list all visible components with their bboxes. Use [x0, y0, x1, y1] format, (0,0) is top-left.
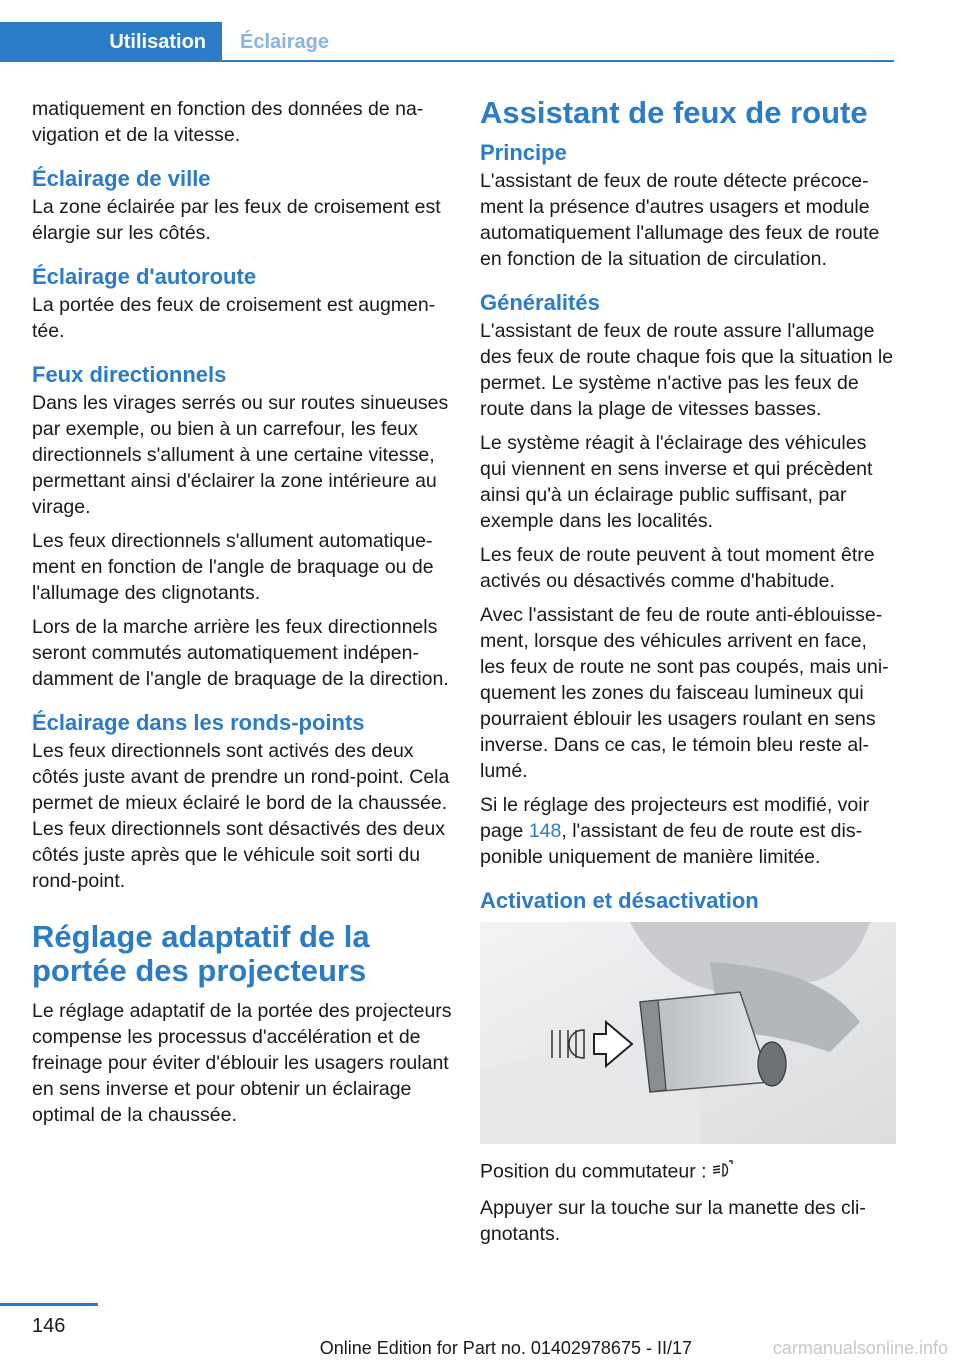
paragraph-activation: Appuyer sur la touche sur la manette des clignotants. — [480, 1197, 866, 1245]
paragraph-reglage: Le réglage adaptatif de la portée des projecteurs compense les processus d'accélération et de freinage pour éviter d'éblouir les usagers roulant en sens inverse et pour obtenir un éclairage optimal de la chaussée. — [32, 1000, 452, 1126]
gen-5-text-before: Si le réglage des projecteurs est modifié, voir page — [480, 794, 870, 842]
paragraph-autoroute: La portée des feux de croisement est augmentée. — [32, 294, 436, 342]
tab-eclairage-label: Éclairage — [240, 30, 329, 53]
stalk-illustration-svg — [480, 922, 896, 1144]
paragraph-ville: La zone éclairée par les feux de croisement est élargie sur les côtés. — [32, 196, 441, 244]
paragraph-feux-dir-1: Dans les virages serrés ou sur routes sinueuses par exemple, ou bien à un carrefour, les feux directionnels s'allument à une certaine vitesse, permettant ainsi d'éclairer la zone intérieure au virage. — [32, 392, 449, 518]
section-generalites — [480, 288, 896, 870]
page-number: 146 — [32, 1315, 66, 1337]
caption-text: Position du commutateur : — [480, 1160, 707, 1183]
section-ronds-points — [32, 708, 452, 894]
section-activation — [480, 886, 896, 1247]
paragraph-feux-dir-3: Lors de la marche arrière les feux directionnels seront commutés automatiquement indépendamment de l'angle de braquage de la direction. — [32, 616, 449, 690]
paragraph-ronds-points: Les feux directionnels sont activés des deux côtés juste avant de prendre un rond-point. Cela permet de mieux éclairé le bord de la chaussée. Les feux directionnels sont désactivés des deux côtés juste après que le véhicule soit sorti du rond-point. — [32, 740, 450, 892]
gen-5-text-after: , l'assistant de feu de route est disponible uniquement de manière limitée. — [480, 820, 863, 868]
caption-position-commutateur — [480, 1158, 896, 1187]
paragraph-gen-1: L'assistant de feux de route assure l'allumage des feux de route chaque fois que la situation le permet. Le système n'active pas les feux de route dans la plage de vitesses basses. — [480, 320, 894, 420]
left-column — [32, 96, 452, 1136]
turn-signal-stalk-illustration — [480, 922, 896, 1144]
paragraph-gen-4: Avec l'assistant de feu de route anti-éblouissement, lorsque des véhicules arrivent en face, les feux de route ne sont pas coupés, mais uniquement les zones du faisceau lumineux qui pourraient éblouir les usagers roulant en sens inverse. Dans ce cas, le témoin bleu reste allumé. — [480, 604, 889, 782]
heading-assistant-feux-route: Assistant de feux de route — [480, 95, 868, 130]
section-autoroute — [32, 262, 452, 344]
heading-reglage-adaptatif: Réglage adaptatif de la portée des projecteurs — [32, 919, 370, 988]
tab-eclairage[interactable] — [240, 22, 329, 62]
high-beam-assistant-icon — [711, 1158, 735, 1187]
page-148-link[interactable]: 148 — [528, 820, 562, 842]
heading-feux-directionnels: Feux directionnels — [32, 362, 227, 387]
section-ville — [32, 164, 452, 246]
heading-principe: Principe — [480, 140, 567, 165]
online-edition-label: Online Edition for Part no. 01402978675 - II/17 — [319, 1338, 692, 1358]
paragraph-gen-5 — [480, 792, 896, 870]
paragraph-feux-dir-2: Les feux directionnels s'allument automatiquement en fonction de l'angle de braquage ou de l'allumage des clignotants. — [32, 530, 434, 604]
heading-activation: Activation et désactivation — [480, 888, 759, 913]
intro-paragraph: matiquement en fonction des données de navigation et de la vitesse. — [32, 98, 424, 146]
tab-utilisation-label: Utilisation — [109, 30, 206, 53]
paragraph-gen-3: Les feux de route peuvent à tout moment être activés ou désactivés comme d'habitude. — [480, 544, 875, 592]
heading-ronds-points: Éclairage dans les ronds-points — [32, 710, 365, 735]
heading-eclairage-autoroute: Éclairage d'autoroute — [32, 264, 257, 289]
header-tabs — [0, 0, 960, 64]
heading-eclairage-ville: Éclairage de ville — [32, 166, 211, 191]
footer-divider — [0, 1303, 98, 1306]
tab-utilisation[interactable] — [0, 22, 222, 62]
paragraph-principe: L'assistant de feux de route détecte précocement la présence d'autres usagers et module automatiquement l'allumage des feux de route en fonction de la situation de circulation. — [480, 170, 880, 270]
right-column — [480, 96, 896, 1255]
header-divider — [222, 60, 894, 62]
section-principe — [480, 138, 896, 272]
section-reglage-adaptatif — [32, 920, 452, 1128]
paragraph-gen-2: Le système réagit à l'éclairage des véhicules qui viennent en sens inverse et qui précèdent ainsi qu'à un éclairage public suffisant, par exemple dans les localités. — [480, 432, 873, 532]
section-feux-directionnels — [32, 360, 452, 692]
heading-generalites: Généralités — [480, 290, 600, 315]
watermark: carmanualsonline.info — [772, 1338, 948, 1358]
